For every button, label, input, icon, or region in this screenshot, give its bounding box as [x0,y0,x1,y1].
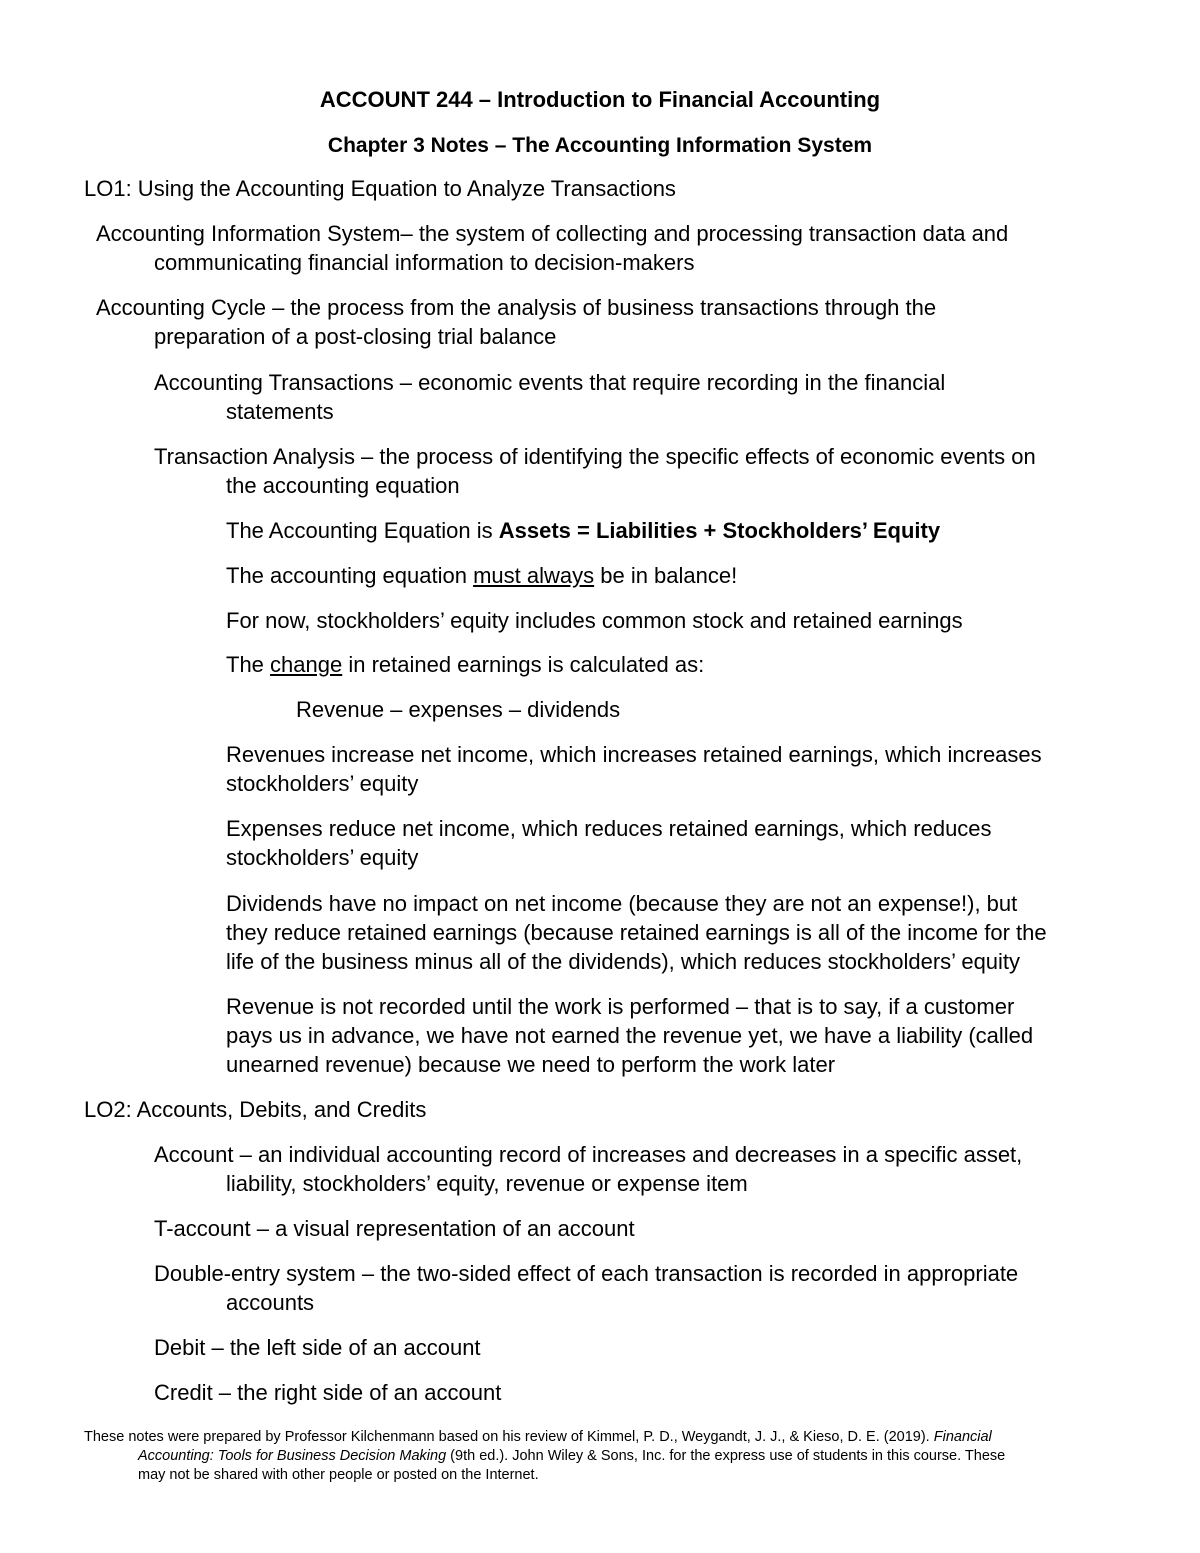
note-line: unearned revenue) because we need to perform the work later [226,1052,836,1077]
note-line: life of the business minus all of the dividends), which reduces stockholders’ equity [226,949,1021,974]
change-emphasis: change [270,652,343,677]
definition-line: accounts [226,1290,315,1315]
definition-line: communicating financial information to decision-makers [154,250,695,275]
definition-debit: Debit – the left side of an account [154,1335,481,1360]
footer-line: may not be shared with other people or posted on the Internet. [138,1467,539,1483]
definition-line: preparation of a post-closing trial balance [154,324,557,349]
definition-credit: Credit – the right side of an account [154,1380,502,1405]
definition-line: the accounting equation [226,473,460,498]
note-line: stockholders’ equity [226,771,419,796]
definition-line: Transaction Analysis – the process of identifying the specific effects of economic events on [154,444,1036,469]
definition-line: Accounting Transactions – economic events that require recording in the financial [154,370,946,395]
note-line: Expenses reduce net income, which reduces retained earnings, which reduces [226,816,992,841]
equation-formula: Assets = Liabilities + Stockholders’ Equity [498,518,941,543]
course-title: ACCOUNT 244 – Introduction to Financial Accounting [319,87,881,112]
retained-earnings-formula: Revenue – expenses – dividends [296,697,621,722]
definition-line: statements [226,399,334,424]
footer-line [84,1447,1094,1466]
accounting-equation [226,516,1116,545]
note-line: Dividends have no impact on net income (because they are not an expense!), but [226,891,1018,916]
footer-book-title: Accounting: Tools for Business Decision Making [138,1448,447,1464]
definition-account [154,1140,1114,1198]
footer-note [84,1428,1094,1485]
balance-suffix: be in balance! [594,563,738,588]
definition-line: Accounting Information System– the system of collecting and processing transaction data and [96,221,1009,246]
change-suffix: in retained earnings is calculated as: [342,652,705,677]
equity-note: For now, stockholders’ equity includes common stock and retained earnings [226,608,963,633]
chapter-title: Chapter 3 Notes – The Accounting Information System [327,134,873,157]
note-line: they reduce retained earnings (because retained earnings is all of the income for the [226,920,1047,945]
footer-text: (9th ed.). John Wiley & Sons, Inc. for the express use of students in this course. These [446,1448,1006,1464]
dividends-note [226,889,1116,976]
definition-double-entry [154,1259,1114,1317]
change-note [226,650,1116,679]
definition-transaction-analysis [154,442,1114,500]
change-prefix: The [226,652,271,677]
revenue-recognition-note [226,992,1116,1079]
definition-line: Account – an individual accounting record of increases and decreases in a specific asset, [154,1142,1023,1167]
footer-book-title: Financial [933,1429,992,1445]
revenues-note [226,740,1116,798]
definition-accounting-information-system [96,219,1106,277]
note-line: Revenues increase net income, which increases retained earnings, which increases [226,742,1042,767]
definition-t-account: T-account – a visual representation of an account [154,1216,635,1241]
equation-prefix: The Accounting Equation is [226,518,499,543]
lo1-heading: LO1: Using the Accounting Equation to Analyze Transactions [84,176,676,201]
definition-line: Double-entry system – the two-sided effect of each transaction is recorded in appropriate [154,1261,1019,1286]
balance-emphasis: must always [473,563,595,588]
note-line: stockholders’ equity [226,845,419,870]
balance-note [226,561,1116,590]
balance-prefix: The accounting equation [226,563,474,588]
expenses-note [226,814,1116,872]
definition-line: Accounting Cycle – the process from the analysis of business transactions through the [96,295,937,320]
definition-accounting-cycle [96,293,1106,351]
definition-line: liability, stockholders’ equity, revenue or expense item [226,1171,748,1196]
footer-text: These notes were prepared by Professor Kilchenmann based on his review of Kimmel, P. D., Weygandt, J. J., & Kieso, D. E. (2019). [84,1429,934,1445]
note-line: Revenue is not recorded until the work is performed – that is to say, if a customer [226,994,1015,1019]
note-line: pays us in advance, we have not earned the revenue yet, we have a liability (called [226,1023,1034,1048]
definition-accounting-transactions [154,368,1114,426]
lo2-heading: LO2: Accounts, Debits, and Credits [84,1097,427,1122]
